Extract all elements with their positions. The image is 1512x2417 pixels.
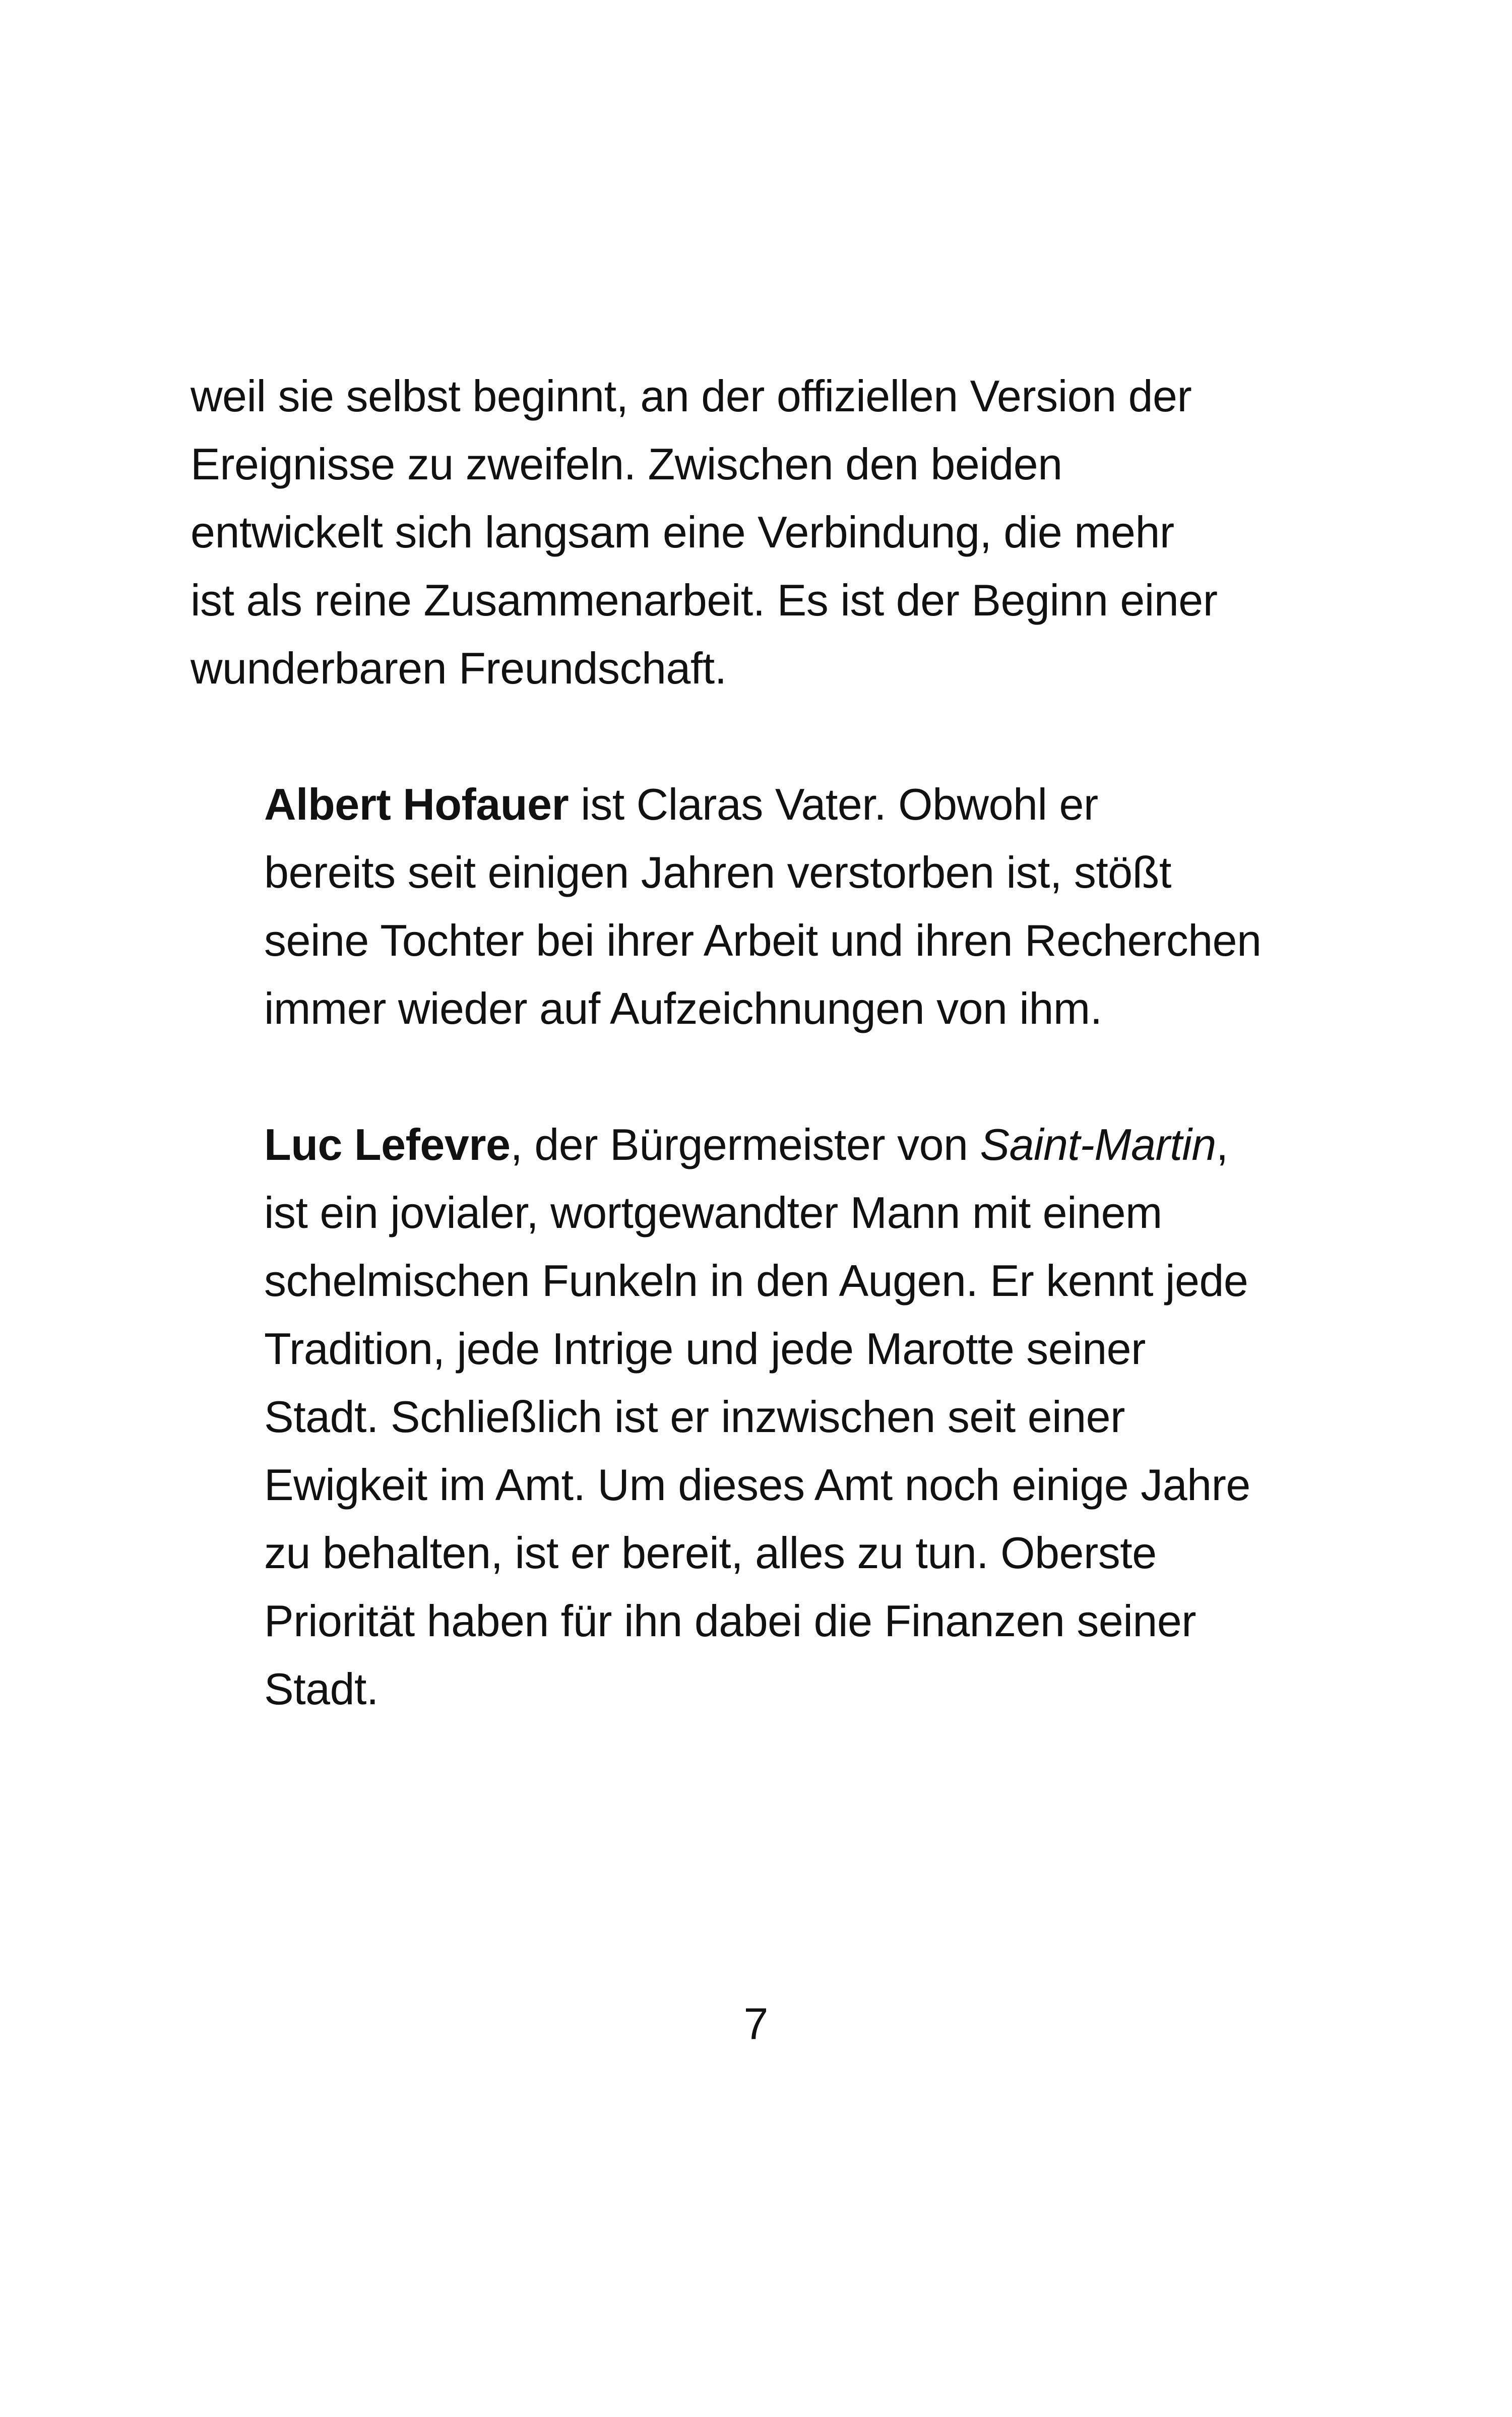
text-line: seine Tochter bei ihrer Arbeit und ihren Recherchen (264, 915, 1262, 965)
text-line: ist ein jovialer, wortgewandter Mann mit einem (264, 1188, 1162, 1237)
character-name: Albert Hofauer (264, 779, 569, 829)
text-line: bereits seit einigen Jahren verstorben ist, stößt (264, 847, 1171, 897)
text-line (191, 770, 1340, 838)
text-line: Ereignisse zu zweifeln. Zwischen den beiden (191, 439, 1062, 489)
text-line: wunderbaren Freundschaft. (191, 643, 727, 693)
place-name: Saint-Martin (980, 1120, 1216, 1169)
text-line: immer wieder auf Aufzeichnungen von ihm. (264, 983, 1102, 1033)
text-line: ist als reine Zusammenarbeit. Es ist der Beginn einer (191, 575, 1218, 625)
text-segment: , (1216, 1120, 1228, 1169)
text-line: entwickelt sich langsam eine Verbindung, die mehr (191, 507, 1174, 557)
text-line (191, 1110, 1340, 1179)
body-text (191, 362, 1340, 1723)
paragraph-luc-lefevre (191, 1110, 1340, 1723)
text-line: Priorität haben für ihn dabei die Finanzen seiner (264, 1596, 1196, 1646)
text-line: schelmischen Funkeln in den Augen. Er kennt jede (264, 1256, 1248, 1306)
text-line: Tradition, jede Intrige und jede Marotte seiner (264, 1324, 1146, 1374)
text-line: weil sie selbst beginnt, an der offiziellen Version der (191, 371, 1192, 421)
paragraph-albert-hofauer (191, 770, 1340, 1042)
text-segment: , der Bürgermeister von (510, 1120, 980, 1169)
paragraph-continuation (191, 362, 1340, 702)
paragraph-gap (191, 1042, 1340, 1110)
character-name: Luc Lefevre (264, 1120, 511, 1169)
text-line: Stadt. Schließlich ist er inzwischen seit einer (264, 1392, 1125, 1442)
text-line: Stadt. (264, 1664, 379, 1714)
page-number: 7 (743, 1999, 769, 2049)
text-line: Ewigkeit im Amt. Um dieses Amt noch einige Jahre (264, 1460, 1250, 1510)
text-segment: ist Claras Vater. Obwohl er (569, 779, 1098, 829)
text-line: zu behalten, ist er bereit, alles zu tun. Oberste (264, 1528, 1157, 1578)
paragraph-gap (191, 702, 1340, 770)
